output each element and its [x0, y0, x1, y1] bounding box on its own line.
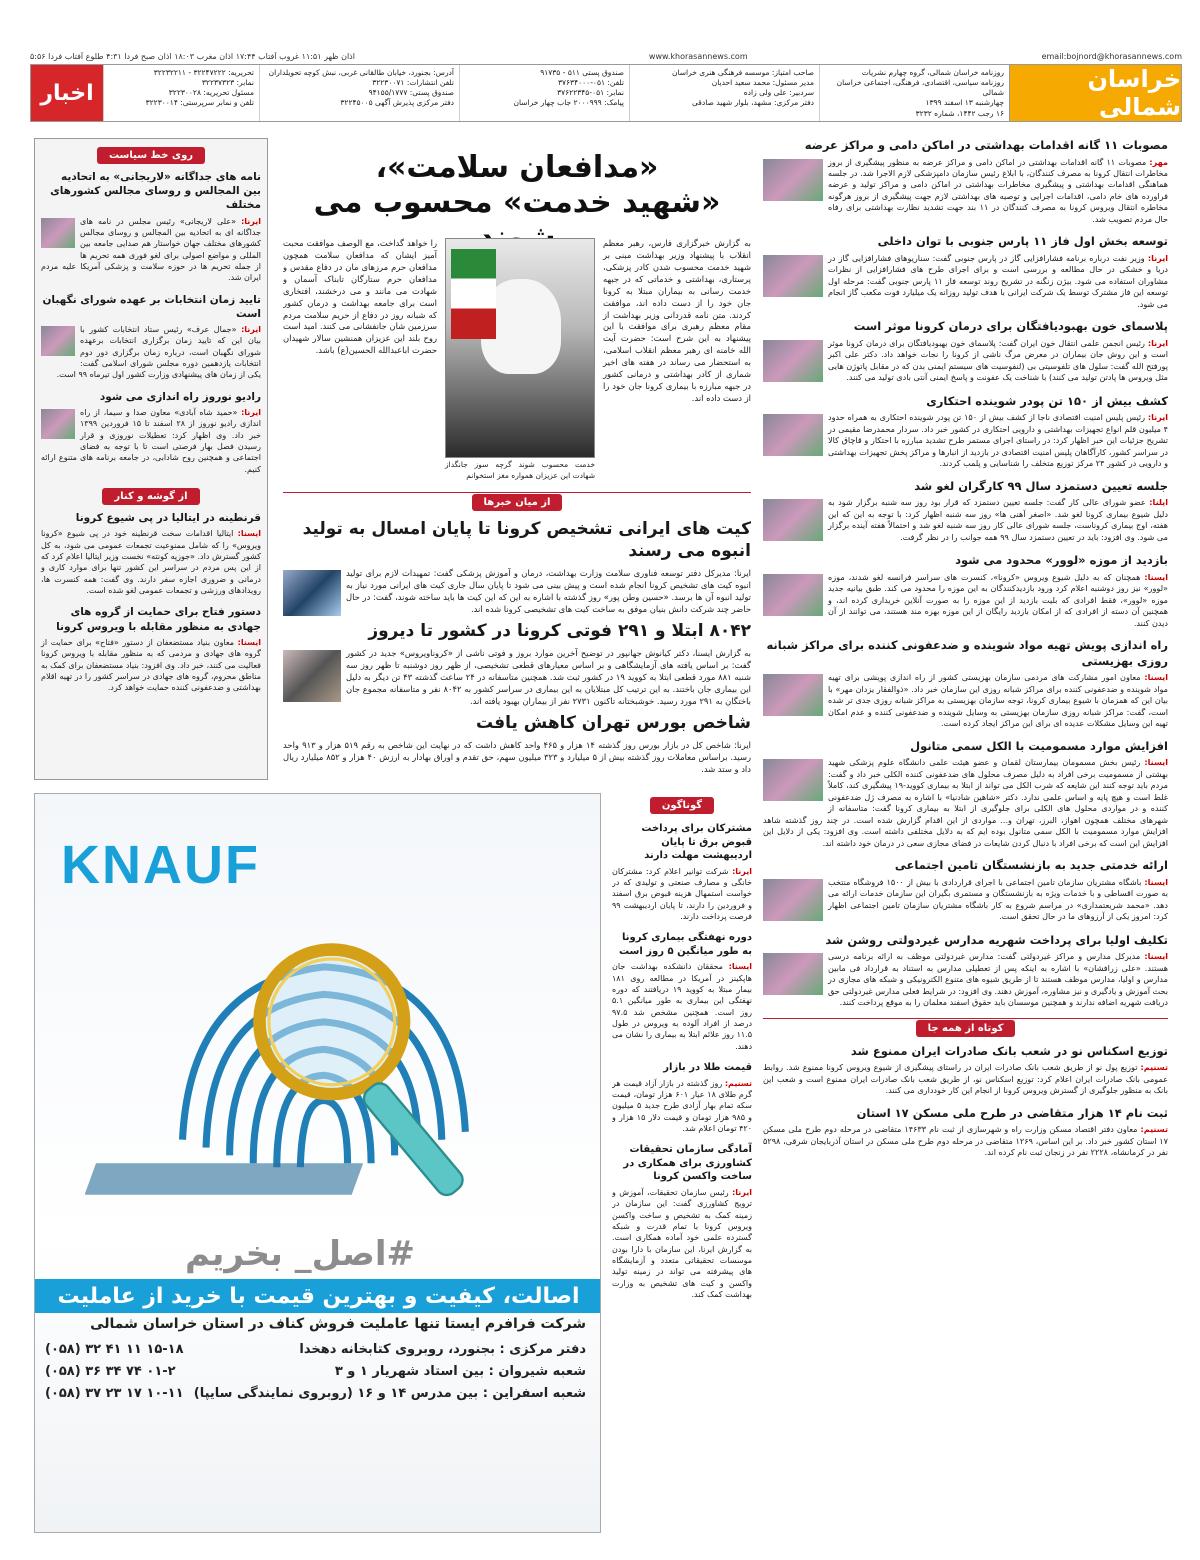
- news-agency: ایرنا:: [1147, 252, 1168, 263]
- news-item: [612, 1061, 752, 1134]
- news-body: [612, 1078, 752, 1135]
- masthead-info-4: آدرس: بجنورد، خیابان طالقانی غربی، نبش کوچه تحویلداران تلفن انتشارات: ۳۲۲۳۰۰۷۱ صندوق پستی: ۹۴۱۵۵/۱۷۷۷ دفتر مرکزی پذیرش آگهی ۳۲۲۴۵۰۰۵: [259, 65, 459, 121]
- news-text: رئیس بخش مسمومان بیمارستان لقمان و عضو هیئت علمی دانشگاه علوم پزشکی شهید بهشتی از مسمومیت برخی افراد به دلیل مصرف محلول های ضدعفونی کننده الکلی خبر داد و گفت: مردم باید توجه کنند این شایعه که شرب الکل می تواند از ابتلا به بیماری کووید-۱۹ پیشگیری کند، کاملاً غلط است و هیچ پایه و اساس علمی ندارد. دکتر «شاهین شادنیا» با اشاره به مصرف ژل ضدعفونی کننده و در مواردی محلول های الکلی برای جلوگیری از ابتلا به بیماری کرونا گفت: متاسفانه از شهرهای مختلف همچون اهواز، البرز، تهران و... مواردی از این اقدام گزارش شده است. در چند روز گذشته شاهد افزایش موارد مسمومیت با الکل سمی متانول بوده ایم که به دلایل مختلفی داشته است. وی افزود: یکی از دلایل این افزایش این است که برخی افراد با دنبال کردن شایعات در فضای مجازی سعی در درمان خود داشته اند.: [763, 757, 1168, 848]
- news-item: [763, 479, 1168, 545]
- headline-line-1: «مدافعان سلامت»،: [375, 150, 659, 185]
- news-agency: ایرنا:: [241, 325, 262, 335]
- news-text: وزیر نفت درباره برنامه فشارافزایی گاز در پارس جنوبی گفت: سناریوهای فشارافزایی گاز در دریا و خشکی در حال مطالعه و بررسی است و برای اجرای طرح های فشارافزایی از نظرات مشاوران استفاده می شود. بیژن زنگنه در تشریح روند توسعه فاز ۱۱ پارس جنوبی گفت: مرحله اول توسعه این فاز مشترک توسط یک شرکت ایرانی با هدف تولید روزانه یک میلیارد فوت مکعب گاز انجام می شود.: [828, 252, 1168, 309]
- ad-branch-address: شعبه اسفراین : بین مدرس ۱۴ و ۱۶ (روبروی نمایندگی سایپا): [193, 1386, 586, 1401]
- news-headline[interactable]: ثبت نام ۱۴ هزار متقاضی در طرح ملی مسکن ۱۷ استان: [856, 1105, 1168, 1120]
- news-photo: [41, 409, 75, 439]
- news-body: [763, 877, 1168, 923]
- news-item: [763, 1106, 1168, 1159]
- newspaper-logo: خراسان شمالی: [1009, 65, 1181, 121]
- news-text: ایتالیا اقدامات سخت قرنطینه خود در پی شیوع «کرونا ویروس» را که شامل ممنوعیت تجمعات عمومی می شود، به کل کشور گسترش داد. «جوزپه کونته» نخست وزیر ایتالیا اعلام کرد که از این پس مردم در سراسر این کشور تنها برای موارد کاری و درمانی و ضروری اجازه سفر دارند. وی گفت: همه کنسرت ها، رویدادهای ورزشی و تجمعات عمومی لغو شده است.: [41, 529, 261, 596]
- masthead: [30, 64, 1182, 122]
- news-headline[interactable]: مشترکان برای پرداخت قبوض برق تا پایان اردیبهشت مهلت دارند: [641, 823, 752, 861]
- news-item: [612, 822, 752, 922]
- news-item: [763, 858, 1168, 924]
- news-headline[interactable]: توزیع اسکناس نو در شعب بانک صادرات ایران ممنوع شد: [850, 1043, 1168, 1058]
- news-body: [763, 253, 1168, 310]
- news-item: [763, 739, 1168, 849]
- news-photo: [763, 953, 823, 995]
- news-agency: ایرنا:: [732, 866, 752, 876]
- news-headline[interactable]: دوره نهفتگی بیماری کرونا به طور میانگین ۵ روز است: [618, 932, 752, 957]
- leader-photo: [445, 238, 595, 458]
- news-body: [41, 216, 261, 284]
- bourse-body: ایرنا: شاخص کل در بازار بورس روز گذشته ۱۴ هزار و ۴۶۵ واحد کاهش داشت که در نهایت این شاخص به رقم ۵۱۹ هزار و ۹۱۳ واحد رسید. براساس معاملات روز گذشته بیش از ۵ میلیارد و ۳۲۳ میلیون سهم، حق تقدم و اوراق بهادار به ارزش ۴۰ هزار و ۸۵۲ میلیارد ریال داد و ستد شد.: [283, 739, 751, 774]
- news-text: رئیس سازمان تحقیقات، آموزش و ترویج کشاورزی گفت: این سازمان در زمینه کمک به تشخیص و ساخت واکسن ویروس کرونا با تمام قدرت و شبکه گسترده علمی خود آماده همکاری است. به گزارش ایرنا، این سازمان با دارا بودن موسسات تحقیقاتی متعدد و آزمایشگاه های پیشرفته می تواند در زمینه تولید واکسن و کیت های تشخیص به وزارت بهداشت کمک کند.: [612, 1187, 752, 1300]
- news-headline[interactable]: کشف بیش از ۱۵۰ تن پودر شوینده احتکاری: [926, 393, 1168, 408]
- headline-block: [283, 138, 751, 238]
- news-item: [763, 1044, 1168, 1097]
- news-headline[interactable]: قیمت طلا در بازار: [663, 1062, 752, 1074]
- news-photo: [763, 340, 823, 382]
- site-url[interactable]: www.khorasannews.com: [648, 52, 748, 61]
- news-text: محققان دانشکده بهداشت جان هاپکینز در آمریکا در مطالعه روی ۱۸۱ بیمار مبتلا به کووید ۱۹ دریافتند که دوره نهفتگی این بیماری به طور میانگین ۵.۱ روز است. همچنین مشخص شد ۹۷.۵ درصد از افراد آلوده به ویروس در طول ۱۱.۵ روز علائم ابتلا به بیماری را نشان می دهند.: [612, 962, 752, 1051]
- news-item: [41, 390, 261, 475]
- ad-branch-address: شعبه شیروان : بین استاد شهریار ۱ و ۳: [334, 1364, 586, 1379]
- news-agency: تسنیم:: [1140, 1124, 1168, 1135]
- news-photo: [763, 759, 823, 801]
- section-akhbar: اخبار: [31, 65, 103, 121]
- lead-story: [283, 238, 751, 488]
- news-text: «جمال عرف» رئیس ستاد انتخابات کشور با بیان این که تایید زمان برگزاری انتخابات برعهده شورای نگهبان است، درباره زمان برگزاری دور دوم انتخابات یازدهمین دوره مجلس شورای اسلامی گفت: یکی از زمان های پیشنهادی وزارت کشور اول تیرماه ۹۹ است.: [56, 325, 261, 380]
- corner-header: از گوشه و کنار: [41, 484, 261, 505]
- news-body: [763, 672, 1168, 729]
- news-agency: ایرنا:: [732, 1187, 752, 1197]
- news-body: [763, 497, 1168, 543]
- news-photo: [763, 574, 823, 616]
- leader-photo-block: [445, 238, 595, 488]
- news-body: [612, 1187, 752, 1301]
- news-agency: ایسنا:: [1144, 672, 1168, 683]
- news-photo: [763, 879, 823, 921]
- masthead-info-5: تحریریه: ۳۲۲۴۷۲۲۲ - ۳۲۲۳۲۲۱۱ نمابر: ۳۲۲۳۷۳۲۳ مسئول تحریریه: ۳۲۲۳۰۰۲۸ تلفن و نمابر سرپرستی: ۳۲۲۳۰۰۱۴: [103, 65, 259, 121]
- news-agency: تسنیم:: [724, 1078, 752, 1088]
- news-text: رئیس پلیس امنیت اقتصادی ناجا از کشف بیش از ۱۵۰ تن پودر شوینده احتکاری به همراه حدود ۴ میلیون قلم انواع تجهیزات بهداشتی و دارویی احتکاری در کشور خبر داد. سردار محمدرضا مقیمی در تشریح جزئیات این خبر اظهار کرد: در راستای اجرای مستمر طرح تشدید مبارزه با احتکار و قاچاق کالا در سراسر کشور، کارآگاهان پلیس امنیت اقتصادی در بازدید از انبارها و مراکز پخش تجهیزات بهداشتی و دارویی در کشور ۲۴ مرکز توزیع متخلف را شناسایی و پلمب کردند.: [828, 412, 1168, 469]
- news-text: رئیس انجمن علمی انتقال خون ایران گفت: پلاسمای خون بهبودیافتگان برای درمان کرونا موثر است و این روش جان بیماران در معرض مرگ ناشی از کرونا را نجات خواهد داد. دکتر علی اکبر پورفتح الله گفت: سلول های تلفوسیتی بی (لنفوسیت های سیستم ایمنی بدن که در مقابل پاتوژن هایی مثل ویروس ها پادتن تولید می کنند) با شناخت یک عفونت و پاسخ ایمنی آنتی بادی تولید می کنند.: [827, 337, 1168, 383]
- news-photo: [763, 414, 823, 456]
- news-body: [763, 1062, 1168, 1096]
- news-body: [763, 1124, 1168, 1158]
- ad-hashtag: #اصل_ بخریم: [185, 1234, 416, 1274]
- news-headline[interactable]: تکلیف اولیا برای پرداخت شهریه مدارس غیردولتی روشن شد: [825, 932, 1168, 947]
- masthead-info-1: روزنامه خراسان شمالی، گروه چهارم نشریات روزنامه سیاسی، اقتصادی، فرهنگی، اجتماعی خراسان شمالی چهارشنبه ۱۳ اسفند ۱۳۹۹ ۱۶ رجب ۱۴۴۲، شماره ۳۲۳۲: [819, 65, 1009, 121]
- news-body: [763, 157, 1168, 226]
- news-photo: [763, 499, 823, 541]
- news-headline[interactable]: رادیو نوروز راه اندازی می شود: [99, 390, 261, 403]
- news-item: [763, 394, 1168, 470]
- misc-column: [612, 793, 752, 1538]
- news-item: [41, 293, 261, 381]
- right-column: [763, 138, 1168, 1538]
- news-body: [763, 951, 1168, 1008]
- ad-branch-address: دفتر مرکزی : بجنورد، روبروی کتابخانه دهخدا: [299, 1342, 586, 1357]
- news-text: «حمید شاه آبادی» معاون صدا و سیما، از راه اندازی رادیو نوروز از ۲۸ اسفند تا ۱۵ فروردین ۱۳۹۹ خبر داد. وی اظهار کرد: تعطیلات نوروزی و قرار رسیدن فصل بهار فرصتی است تا با توجه به فضای اجتماعی و همچنین روح شادابی، در جامعه برنامه های متنوع ارائه کنیم.: [41, 407, 261, 474]
- news-agency: ایسنا:: [237, 637, 261, 647]
- ad-branch-phone[interactable]: (۰۵۸) ۳۶ ۳۴ ۷۴ ۰۱-۲: [45, 1364, 176, 1379]
- prayer-times: اذان ظهر ۱۱:۵۱ غروب آفتاب ۱۷:۴۴ اذان مغرب ۱۸:۰۳ اذان صبح فردا ۴:۳۱ طلوع آفتاب فردا ۵:۵۶: [30, 52, 355, 61]
- news-agency: ایسنا:: [1144, 951, 1168, 962]
- short-news-header: کوتاه از همه جا: [763, 1018, 1168, 1038]
- news-agency: ایسنا:: [1144, 571, 1168, 582]
- news-headline[interactable]: جلسه تعیین دستمزد سال ۹۹ کارگران لغو شد: [914, 478, 1168, 493]
- news-headline[interactable]: پلاسمای خون بهبودیافتگان برای درمان کرونا موثر است: [853, 319, 1168, 334]
- news-text: معاون دفتر اقتصاد مسکن وزارت راه و شهرسازی از ثبت نام ۱۴۶۳۳ متقاضی در مرحله دوم طرح ملی مسکن ۱۷ استان کشور خبر داد. بر این اساس، ۱۲۶۹ متقاضی در مرحله دوم طرح ملی مسکن در استان آذربایجان شرقی، ۵۲۹۸ نفر در کرمانشاه، ۲۲۲۸ نفر در زنجان ثبت نام کرده اند.: [763, 1124, 1168, 1158]
- news-agency: مهر:: [1149, 156, 1168, 167]
- news-item: [612, 931, 752, 1052]
- news-item: [763, 319, 1168, 385]
- lead-text-b: را خواهد گداخت، مع الوصف موافقت محبت آمیز ایشان که مدافعان سلامت همچون مدافعان حرم مرزهای مان در دفاع مقدس و مدافعان حرم ستارگان تابناک آسمان و شهادت می مانند و می درخشند، افتخاری است برای جامعه بهداشت و درمان کشور که شبانه روز در دفاع از حریم سلامت مردم سرزمین شان جانفشانی می کنند. امید است روح بلند این عزیزان همنشین سالار شهیدان حضرت اباعبدالله الحسین(ع) باشد.: [283, 238, 437, 356]
- news-body: [763, 572, 1168, 629]
- ad-company: شرکت فرافرم ایستا تنها عاملیت فروش کناف در استان خراسان شمالی: [90, 1316, 586, 1332]
- news-agency: ایلنا:: [1149, 497, 1168, 508]
- photo-caption: خدمت محسوب شوند گرچه سوز جانگداز شهادت این عزیزان همواره مغز استخوانم: [445, 460, 595, 480]
- news-headline[interactable]: افزایش موارد مسمومیت با الکل سمی متانول: [910, 738, 1168, 753]
- news-headline[interactable]: توسعه بخش اول فاز ۱۱ پارس جنوبی با توان داخلی: [877, 234, 1168, 249]
- news-text: معاون بنیاد مستضعفان از دستور «فتاح» برای حمایت از گروه های جهادی و مردمی که به منظور مقابله با ویروس کرونا فعالیت می کنند، خبر داد. وی افزود: بنیاد مستضعفان برای کمک به مناطق محروم، گروه های جهادی در سراسر کشور را در تهیه اقلام بهداشتی و ضدعفونی کننده حمایت خواهد کرد.: [41, 637, 261, 693]
- news-headline[interactable]: تایید زمان انتخابات بر عهده شورای نگهبان است: [42, 293, 261, 320]
- news-body: [41, 324, 261, 381]
- knauf-logo: KNAUF: [61, 835, 260, 895]
- news-item: [41, 605, 261, 693]
- news-body: [763, 338, 1168, 384]
- news-text: باشگاه مشتریان سازمان تامین اجتماعی با اجرای قراردادی با بیش از ۱۵۰۰ فروشگاه منتخب به صورت اقساطی و با خدمات ویژه به بازنشستگان و مستمری بگیران این سازمان خدمات ارائه می دهد. «محمد شریعتمداری» در مراسم شروع به کار باشگاه مشتریان سازمان تامین اجتماعی اظهار کرد: امروز یکی از آرزوهای ما در حال تحقق است.: [828, 876, 1168, 922]
- news-text: معاون امور مشارکت های مردمی سازمان بهزیستی کشور از راه اندازی پویشی برای تهیه مواد شوینده و ضدعفونی کننده برای مراکز شبانه روزی این سازمان خبر داد. «ذوالفقار یزدان مهر» با بیان این که همزمان با شیوع بیماری کرونا، توجه سازمان بهزیستی به مراکز شبانه روزی جدی تر شده است، گفت: مراکز شبانه روزی سازمان بهزیستی به وسایل شوینده و ضدعفونی کننده و عدم امکان تهیه این وسایل مشکلات عدیده ای برای این مراکز ایجاد کرده است.: [828, 672, 1168, 729]
- ad-branch-row: [45, 1342, 586, 1357]
- ad-branch-row: [45, 1386, 586, 1401]
- news-text: عضو شورای عالی کار گفت: جلسه تعیین دستمزد که قرار بود روز سه شنبه برگزار شود به دلیل شیوع بیماری کرونا لغو شد. «اصغر آهنی ها» روز سه شنبه اظهار کرد: با توجه به این که این هفته، اوج بیماری کروناست، جلسه شورای عالی کار روز سه شنبه لغو شد و احتمالاً هفته آینده برگزار می شود. وی افزود: باید در تعیین دستمزد سال ۹۹ همه جوانب را در نظر گرفت.: [828, 497, 1168, 542]
- news-headline[interactable]: ارائه خدمتی جدید به بازنشستگان تامین اجتماعی: [894, 858, 1168, 873]
- cases-body: به گزارش ایسنا، دکتر کیانوش جهانپور در توضیح آخرین موارد بروز و فوتی ناشی از «کروناویروس» جدید در کشور گفت: بر اساس یافته های آزمایشگاهی و بر اساس معیارهای قطعی تشخیصی، از ظهر روز دوشنبه تا ظهر روز سه شنبه ۸۸۱ مورد قطعی ابتلا به کووید ۱۹ در کشور ثبت شد. همچنین متاسفانه در ۲۴ ساعت گذشته ۴۳ تن دیگر به دلیل این بیماری جان باختند. به این ترتیب کل مبتلایان به این بیماری در سراسر کشور به ۸۰۴۲ نفر و متاسفانه مجموع جان باختگان به ۲۹۱ مورد رسید. خوشبختانه تاکنون ۲۷۳۱ نفر از بیماران بهبود یافته اند.: [283, 648, 751, 708]
- news-agency: ایرنا:: [1147, 412, 1168, 423]
- knauf-advertisement[interactable]: [34, 793, 601, 1533]
- news-text: روز گذشته در بازار آزاد قیمت هر گرم طلای ۱۸ عیار ۶۰۱ هزار تومان، قیمت سکه تمام بهار آزادی طرح جدید ۵ میلیون و ۹۸۵ هزار تومان و قیمت دلار ۱۵ هزار و ۴۲۰ تومان اعلام شد.: [612, 1078, 752, 1134]
- news-item: [763, 638, 1168, 729]
- news-text: همچنان که به دلیل شیوع ویروس «کرونا»، کنسرت های سراسر فرانسه لغو شدند، موزه «لوور» نیز روز دوشنبه اعلام کرد ورود بازدیدکنندگان به این موزه را محدود می کند. طبق بیانیه جدید موزه «لوور»، فقط افرادی که بلیت بازدید از این موزه را به صورت آنلاین خریداری کرده اند، و همچنین آن دسته از افرادی که از امکان بازدید رایگان از این موزه بهره مند هستند، می توانند از آن دیدن کنند.: [828, 571, 1168, 628]
- news-headline[interactable]: راه اندازی پویش تهیه مواد شوینده و ضدعفونی کننده برای مراکز شبانه روزی بهزیستی: [766, 638, 1168, 668]
- news-body: [763, 412, 1168, 469]
- ad-branch-phone[interactable]: (۰۵۸) ۳۲ ۴۱ ۱۱ ۱۵-۱۸: [45, 1342, 184, 1357]
- kit-headline: کیت های ایرانی تشخیص کرونا تا پایان امسال به تولید انبوه می رسند: [302, 519, 751, 562]
- news-item: [763, 553, 1168, 629]
- news-agency: ایرنا:: [1147, 337, 1168, 348]
- news-body: [41, 528, 261, 596]
- news-text: مدیرکل مدارس و مراکز غیردولتی گفت: مدارس غیردولتی موظف به ارائه برنامه درسی هستند. «علی زرافشان» با اشاره به اینکه پس از تعطیلی مدارس به استناد به قرارداد فی مابین مدارس و اولیا، مدارس موظف هستند تا از طریق شیوه های متنوع الکترونیکی و شبکه های مجازی در بحث آموزش و یادگیری و نیز مشاوره، آموزش دهند. وی افزود: در شرایط فعلی مدارس غیردولتی حق دریافت شهریه اضافه ندارند و همچنین موسسان باید حقوق اسفند معلمان را به موقع پرداخت کنند.: [828, 951, 1168, 1008]
- bourse-headline: شاخص بورس تهران کاهش یافت: [475, 712, 751, 733]
- news-photo: [41, 326, 75, 356]
- news-body: [41, 637, 261, 694]
- news-agency: ایسنا:: [1144, 876, 1168, 887]
- ad-slogan: اصالت، کیفیت و بهترین قیمت با خرید از عاملیت: [35, 1279, 601, 1313]
- news-text: مصوبات ۱۱ گانه اقدامات بهداشتی در اماکن دامی و مراکز عرضه به منظور پیشگیری از بروز مخاطرات انتقال کرونا به مصرف کنندگان، با ابلاغ رئیس سازمان دامپزشکی لازم الاجرا شد. در جلسه هماهنگی اقدامات بهداشتی و پیشگیری مخاطرات بهداشتی در اماکن دامی و مراکز تولید و عرضه فراورده های خام دامی، اقدامات اجرایی و توصیه های بهداشتی لازم جهت پیشگیری از بروز هرگونه مخاطره انتقال ویروس کرونا به مصرف کنندگان در ۱۱ بند جهت تشدید نظارت بهداشتی برای رفاه حال مردم تصویب شد.: [828, 156, 1168, 224]
- news-item: [763, 234, 1168, 310]
- news-photo: [763, 255, 823, 297]
- news-text: شرکت توانیر اعلام کرد: مشترکان خانگی و مصارف صنعتی و تولیدی که در خواست استمهال هزینه قبوض برق اسفند و فروردین را دارند، تا پایان اردیبهشت ۹۹ فرصت پرداخت دارند.: [612, 866, 752, 921]
- news-item: [41, 170, 261, 284]
- cases-headline: ۸۰۴۲ ابتلا و ۲۹۱ فوتی کرونا در کشور تا دیروز: [368, 620, 751, 641]
- news-headline[interactable]: قرنطینه در ایتالیا در پی شیوع کرونا: [75, 512, 261, 525]
- news-text: «علی لاریجانی» رئیس مجلس در نامه های جداگانه ای به اتحادیه بین المجالس و روسای مجالس کشورهای مختلف جهان خواستار هم صدایی جامعه بین المللی و مواضع اصولی برای لغو فوری همه تحریم ها از جمله تحریم ها در حوزه سلامت و پزشکی آمریکا علیه مردم ایران شد.: [41, 216, 261, 283]
- news-item: [41, 511, 261, 596]
- news-agency: ایسنا:: [237, 529, 262, 539]
- email[interactable]: email:bojnord@khorasannews.com: [1041, 52, 1182, 61]
- news-text: توزیع پول نو از طریق شعب بانک صادرات ایران در راستای پیشگیری از شیوع ویروس کرونا ممنوع شد. روابط عمومی بانک صادرات ایران اعلام کرد: توزیع اسکناس نو، از طریق شعب بانک صادرات ایران ممنوع است و شعب این بانک به منظور جلوگیری از گسترش ویروس کرونا از انجام این کار خودداری می کنند.: [763, 1062, 1168, 1096]
- top-info-strip: [30, 52, 1182, 62]
- news-agency: ایرنا:: [241, 216, 262, 226]
- news-agency: تسنیم:: [1140, 1062, 1168, 1073]
- news-photo: [763, 674, 823, 716]
- news-item: [763, 933, 1168, 1009]
- masthead-info-2: صاحب امتیاز: موسسه فرهنگی هنری خراسان مدیر مسئول: محمد سعید احدیان سردبیر: علی ولی زاده دفتر مرکزی: مشهد، بلوار شهید صادقی: [629, 65, 819, 121]
- misc-header: گوناگون: [612, 793, 752, 814]
- lead-text-a: به گزارش خبرگزاری فارس، رهبر معظم انقلاب با پیشنهاد وزیر بهداشت مبنی بر شهید خدمت محسوب شدن کادر پزشکی، پرستاری، بهداشتی و خدماتی که در جبهه خدمت رسانی به بیماران مبتلا به کرونا جان خود را از دست داده اند، موافقت کردند. متن نامه قدردانی وزیر بهداشت از مقام معظم رهبری برای موافقت با این پیشنهاد به این شرح است: حضرت آیت الله خامنه ای رهبر معظم انقلاب اسلامی، به استحضار می رساند در هفته های اخیر شماری از کادر بهداشتی و درمانی کشور در جبهه مبارزه با بیماری کرونا جان خود را از دست داده اند.: [603, 238, 751, 403]
- politics-header: روی خط سیاست: [41, 143, 261, 164]
- ad-branch-row: [45, 1364, 586, 1379]
- ad-branch-phone[interactable]: (۰۵۸) ۳۷ ۲۳ ۱۷ ۱۰-۱۱: [45, 1386, 184, 1401]
- headline-line-2: «شهید خدمت» محسوب می: [313, 185, 721, 220]
- news-body: [763, 757, 1168, 849]
- news-body: [612, 866, 752, 923]
- kit-body: ایرنا: مدیرکل دفتر توسعه فناوری سلامت وزارت بهداشت، درمان و آموزش پزشکی گفت: تمهیدات لازم برای تولید انبوه کیت های تشخیص کرونا انجام شده است و پیش بینی می شود تا پایان سال جاری کیت های ایرانی مورد نیاز به تولید انبوه آن ها برسد. «حسین وطن پور» روز گذشته با اشاره به این که این کیت ها باید ساخته شوند، گفت: در حال حاضر چند شرکت دانش بنیان موفق به ساخت کیت های تشخیصی کرونا شده اند.: [283, 568, 751, 616]
- news-item: [763, 138, 1168, 225]
- news-headline[interactable]: دستور فتاح برای حمایت از گروه های جهادی به منظور مقابله با ویروس کرونا: [56, 606, 261, 633]
- center-column: [283, 138, 751, 778]
- news-body: [612, 961, 752, 1052]
- news-agency: ایرنا:: [241, 407, 262, 417]
- left-column: [34, 138, 268, 780]
- news-headline[interactable]: بازدید از موزه «لوور» محدود می شود: [955, 553, 1168, 568]
- news-agency: ایسنا:: [728, 962, 752, 972]
- news-item: [612, 1143, 752, 1300]
- fingerprint-magnifier-illustration: [85, 904, 555, 1234]
- among-news-header: از میان خبرها: [283, 492, 751, 512]
- news-headline[interactable]: مصوبات ۱۱ گانه اقدامات بهداشتی در اماکن دامی و مراکز عرضه: [804, 138, 1168, 152]
- news-agency: ایسنا:: [1144, 757, 1168, 768]
- news-photo: [763, 159, 823, 201]
- news-body: [41, 407, 261, 475]
- masthead-info-3: صندوق پستی ۵۱۱ - ۹۱۷۳۵ تلفن: ۰۵۱-۳۷۶۳۴۰۰۰ نمابر: ۰۵۱-۳۷۶۲۲۳۴۵ پیامک: ۲۰۰۰۹۹۹ جاب چهار خراسان: [459, 65, 629, 121]
- news-photo: [41, 218, 75, 248]
- news-headline[interactable]: نامه های جداگانه «لاریجانی» به اتحادیه بین المجالس و روسای مجالس کشورهای مختلف: [50, 171, 261, 212]
- news-headline[interactable]: آمادگی سازمان تحقیقات کشاورزی برای همکاری در ساخت واکسن کرونا: [623, 1144, 752, 1183]
